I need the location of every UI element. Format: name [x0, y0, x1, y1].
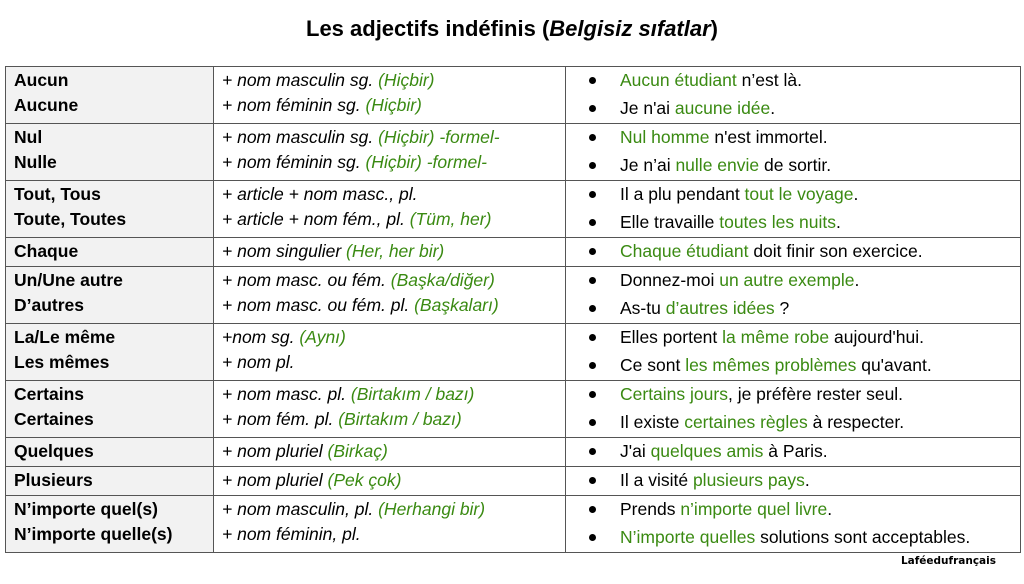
usage-rule: + nom pluriel: [222, 470, 328, 490]
example-text: Il a plu pendant: [620, 184, 745, 204]
turkish-translation: (Her, her bir): [346, 241, 445, 261]
usage-rule: + article + nom fém., pl.: [222, 209, 410, 229]
example-list: [574, 182, 1012, 235]
example-text: .: [804, 470, 810, 490]
example-sentence: [574, 268, 1012, 293]
example-text: .: [770, 98, 776, 118]
example-text: aujourd'hui.: [829, 327, 924, 347]
example-text: solutions sont acceptables.: [755, 527, 971, 547]
example-text: .: [853, 184, 859, 204]
turkish-translation: (Hiçbir): [365, 95, 422, 115]
table-row: [6, 67, 1021, 124]
table-row: [6, 496, 1021, 553]
examples-cell: [566, 124, 1021, 181]
turkish-translation: (Birkaç): [327, 441, 388, 461]
example-text: As-tu: [620, 298, 666, 318]
example-sentence: [574, 182, 1012, 207]
table-row: [6, 324, 1021, 381]
example-sentence: [574, 210, 1012, 235]
example-text: qu'avant.: [856, 355, 932, 375]
example-text: Je n'ai: [620, 98, 675, 118]
adjective-form: N’importe quel(s): [14, 499, 158, 519]
usage-rule: + nom masc. pl.: [222, 384, 351, 404]
usage-line: [222, 325, 557, 350]
example-list: [574, 497, 1012, 550]
usage-line: [222, 497, 557, 522]
adjective-form: Quelques: [14, 441, 94, 461]
highlighted-adjective: la même robe: [722, 327, 830, 347]
highlighted-adjective: Aucun étudiant: [620, 70, 737, 90]
usage-line: [222, 468, 557, 493]
usage-cell: [214, 67, 566, 124]
example-list: [574, 268, 1012, 321]
example-sentence: [574, 325, 1012, 350]
adjective-form-cell: [6, 238, 214, 267]
examples-cell: [566, 381, 1021, 438]
example-list: [574, 382, 1012, 435]
example-text: Elle travaille: [620, 212, 720, 232]
highlighted-adjective: les mêmes problèmes: [685, 355, 857, 375]
usage-cell: [214, 324, 566, 381]
example-text: n’est là.: [736, 70, 802, 90]
adjective-form-cell: [6, 267, 214, 324]
highlighted-adjective: un autre exemple: [719, 270, 855, 290]
table-row: [6, 267, 1021, 324]
adjective-form-cell: [6, 67, 214, 124]
example-text: .: [835, 212, 841, 232]
examples-cell: [566, 238, 1021, 267]
example-text: à Paris.: [763, 441, 828, 461]
table-row: [6, 438, 1021, 467]
table-row: [6, 467, 1021, 496]
usage-rule: + nom masculin, pl.: [222, 499, 379, 519]
adjective-form: La/Le même: [14, 327, 116, 347]
usage-line: [222, 125, 557, 150]
usage-rule: + nom masc. ou fém. pl.: [222, 295, 415, 315]
usage-rule: + nom féminin sg.: [222, 95, 366, 115]
table-row: [6, 238, 1021, 267]
usage-line: [222, 439, 557, 464]
example-text: Il a visité: [620, 470, 693, 490]
example-sentence: [574, 68, 1012, 93]
usage-rule: + nom pluriel: [222, 441, 328, 461]
adjective-form: Plusieurs: [14, 470, 93, 490]
table-body: [6, 67, 1021, 553]
example-sentence: [574, 525, 1012, 550]
examples-cell: [566, 181, 1021, 238]
example-text: .: [854, 270, 860, 290]
highlighted-adjective: n’importe quel livre: [680, 499, 828, 519]
example-text: Ce sont: [620, 355, 686, 375]
turkish-translation: (Başka/diğer): [390, 270, 495, 290]
highlighted-adjective: quelques amis: [650, 441, 764, 461]
adjective-form: Les mêmes: [14, 352, 110, 372]
highlighted-adjective: plusieurs pays: [692, 470, 805, 490]
adjective-form-cell: [6, 124, 214, 181]
adjective-form: Certains: [14, 384, 85, 404]
example-list: [574, 439, 1012, 464]
example-sentence: [574, 125, 1012, 150]
example-list: [574, 68, 1012, 121]
title-translation: Belgisiz sıfatlar: [549, 16, 711, 41]
turkish-translation: (Birtakım / bazı): [338, 409, 462, 429]
usage-line: [222, 522, 557, 547]
example-sentence: [574, 439, 1012, 464]
adjective-form: N’importe quelle(s): [14, 524, 173, 544]
example-text: .: [827, 499, 833, 519]
example-list: [574, 125, 1012, 178]
adjective-form-cell: [6, 438, 214, 467]
turkish-translation: (Tüm, her): [409, 209, 492, 229]
usage-cell: [214, 124, 566, 181]
adjective-form: Nul: [14, 127, 43, 147]
example-text: Il existe: [620, 412, 685, 432]
examples-cell: [566, 467, 1021, 496]
highlighted-adjective: Chaque étudiant: [620, 241, 749, 261]
example-text: ?: [774, 298, 790, 318]
examples-cell: [566, 267, 1021, 324]
examples-cell: [566, 496, 1021, 553]
usage-cell: [214, 467, 566, 496]
highlighted-adjective: certaines règles: [684, 412, 808, 432]
usage-line: [222, 268, 557, 293]
example-sentence: [574, 239, 1012, 264]
example-text: Elles portent: [620, 327, 723, 347]
usage-cell: [214, 381, 566, 438]
adjective-form-cell: [6, 496, 214, 553]
example-sentence: [574, 497, 1012, 522]
adjective-form-cell: [6, 324, 214, 381]
usage-line: [222, 350, 557, 375]
example-text: n'est immortel.: [709, 127, 828, 147]
example-text: Je n’ai: [620, 155, 676, 175]
highlighted-adjective: N’importe quelles: [620, 527, 756, 547]
usage-line: [222, 382, 557, 407]
example-list: [574, 325, 1012, 378]
highlighted-adjective: aucune idée: [674, 98, 771, 118]
turkish-translation: (Başkaları): [414, 295, 499, 315]
example-sentence: [574, 296, 1012, 321]
example-sentence: [574, 153, 1012, 178]
turkish-translation: (Hiçbir) -formel-: [365, 152, 488, 172]
adjective-form: Aucun: [14, 70, 69, 90]
adjective-form: Un/Une autre: [14, 270, 123, 290]
adjective-form: Tout, Tous: [14, 184, 101, 204]
usage-rule: + nom féminin, pl.: [222, 524, 361, 544]
adjective-form-cell: [6, 467, 214, 496]
usage-cell: [214, 267, 566, 324]
turkish-translation: (Hiçbir): [378, 70, 435, 90]
highlighted-adjective: tout le voyage: [744, 184, 854, 204]
example-text: Donnez-moi: [620, 270, 720, 290]
usage-line: [222, 182, 557, 207]
adjective-form-cell: [6, 181, 214, 238]
example-sentence: [574, 410, 1012, 435]
adjective-form: Aucune: [14, 95, 79, 115]
highlighted-adjective: toutes les nuits: [719, 212, 836, 232]
example-text: Prends: [620, 499, 681, 519]
example-text: doit finir son exercice.: [748, 241, 923, 261]
adjective-form: Chaque: [14, 241, 79, 261]
adjective-form-cell: [6, 381, 214, 438]
example-text: de sortir.: [759, 155, 832, 175]
table-row: [6, 181, 1021, 238]
turkish-translation: (Aynı): [299, 327, 346, 347]
usage-cell: [214, 438, 566, 467]
usage-line: [222, 68, 557, 93]
usage-rule: + nom féminin sg.: [222, 152, 366, 172]
example-text: , je préfère rester seul.: [727, 384, 904, 404]
usage-cell: [214, 181, 566, 238]
usage-line: [222, 150, 557, 175]
usage-line: [222, 207, 557, 232]
highlighted-adjective: Certains jours: [620, 384, 728, 404]
adjectives-table: [5, 66, 1021, 553]
usage-line: [222, 293, 557, 318]
example-sentence: [574, 468, 1012, 493]
usage-rule: + article + nom masc., pl.: [222, 184, 418, 204]
turkish-translation: (Pek çok): [327, 470, 402, 490]
page-title: [0, 14, 1024, 44]
adjective-form: Toute, Toutes: [14, 209, 127, 229]
example-list: [574, 468, 1012, 493]
highlighted-adjective: nulle envie: [675, 155, 760, 175]
usage-cell: [214, 496, 566, 553]
adjective-form: Certaines: [14, 409, 94, 429]
usage-line: [222, 239, 557, 264]
usage-rule: + nom masculin sg.: [222, 70, 379, 90]
adjective-form: D’autres: [14, 295, 85, 315]
turkish-translation: (Herhangi bir): [378, 499, 486, 519]
examples-cell: [566, 324, 1021, 381]
usage-rule: +nom sg.: [222, 327, 300, 347]
signature: Laféedufrançais: [900, 555, 996, 567]
example-sentence: [574, 353, 1012, 378]
usage-cell: [214, 238, 566, 267]
examples-cell: [566, 67, 1021, 124]
usage-rule: + nom pl.: [222, 352, 295, 372]
highlighted-adjective: Nul homme: [620, 127, 710, 147]
usage-rule: + nom fém. pl.: [222, 409, 339, 429]
table-row: [6, 124, 1021, 181]
turkish-translation: (Birtakım / bazı): [350, 384, 475, 404]
title-main: Les adjectifs indéfinis (: [306, 16, 550, 41]
highlighted-adjective: d’autres idées: [665, 298, 775, 318]
usage-line: [222, 407, 557, 432]
turkish-translation: (Hiçbir) -formel-: [378, 127, 500, 147]
title-close: ): [710, 16, 718, 41]
examples-cell: [566, 438, 1021, 467]
usage-rule: + nom singulier: [222, 241, 347, 261]
example-text: à respecter.: [807, 412, 905, 432]
table-row: [6, 381, 1021, 438]
usage-rule: + nom masculin sg.: [222, 127, 379, 147]
example-sentence: [574, 96, 1012, 121]
adjective-form: Nulle: [14, 152, 57, 172]
example-sentence: [574, 382, 1012, 407]
example-list: [574, 239, 1012, 264]
example-text: J'ai: [620, 441, 651, 461]
usage-line: [222, 93, 557, 118]
usage-rule: + nom masc. ou fém.: [222, 270, 391, 290]
